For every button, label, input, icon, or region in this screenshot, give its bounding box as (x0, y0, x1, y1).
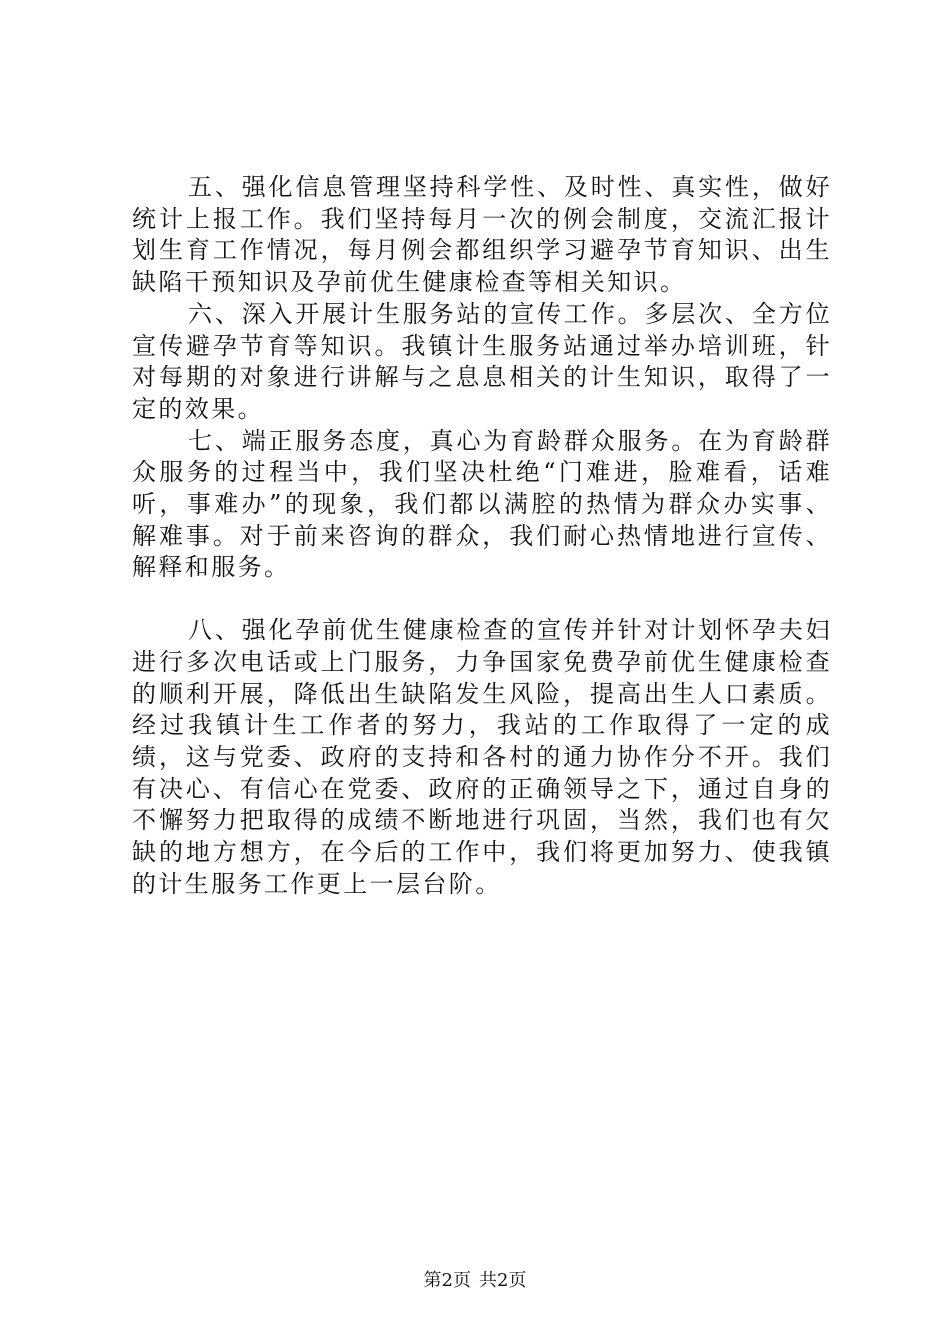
document-body (132, 172, 832, 900)
paragraph-8: 八、强化孕前优生健康检查的宣传并针对计划怀孕夫妇进行多次电话或上门服务，力争国家免费孕前优生健康检查的顺利开展，降低出生缺陷发生风险，提高出生人口素质。经过我镇计生工作者的努力，我站的工作取得了一定的成绩，这与党委、政府的支持和各村的通力协作分不开。我们有决心、有信心在党委、政府的正确领导之下，通过自身的不懈努力把取得的成绩不断地进行巩固，当然，我们也有欠缺的地方想方，在今后的工作中，我们将更加努力、使我镇的计生服务工作更上一层台阶。 (132, 616, 832, 898)
paragraph-5: 五、强化信息管理坚持科学性、及时性、真实性，做好统计上报工作。我们坚持每月一次的例会制度，交流汇报计划生育工作情况，每月例会都组织学习避孕节育知识、出生缺陷干预知识及孕前优生健康检查等相关知识。 (132, 173, 832, 297)
page-total: 共2页 (479, 1270, 527, 1291)
paragraph-7: 七、端正服务态度，真心为育龄群众服务。在为育龄群众服务的过程当中，我们坚决杜绝“门难进，脸难看，话难听，事难办”的现象，我们都以满腔的热情为群众办实事、解难事。对于前来咨询的群众，我们耐心热情地进行宣传、解释和服务。 (132, 426, 832, 582)
page-footer (0, 1270, 950, 1292)
paragraph-6: 六、深入开展计生服务站的宣传工作。多层次、全方位宣传避孕节育等知识。我镇计生服务站通过举办培训班，针对每期的对象进行讲解与之息息相关的计生知识，取得了一定的效果。 (132, 299, 832, 423)
page-number: 第2页 (423, 1270, 471, 1291)
